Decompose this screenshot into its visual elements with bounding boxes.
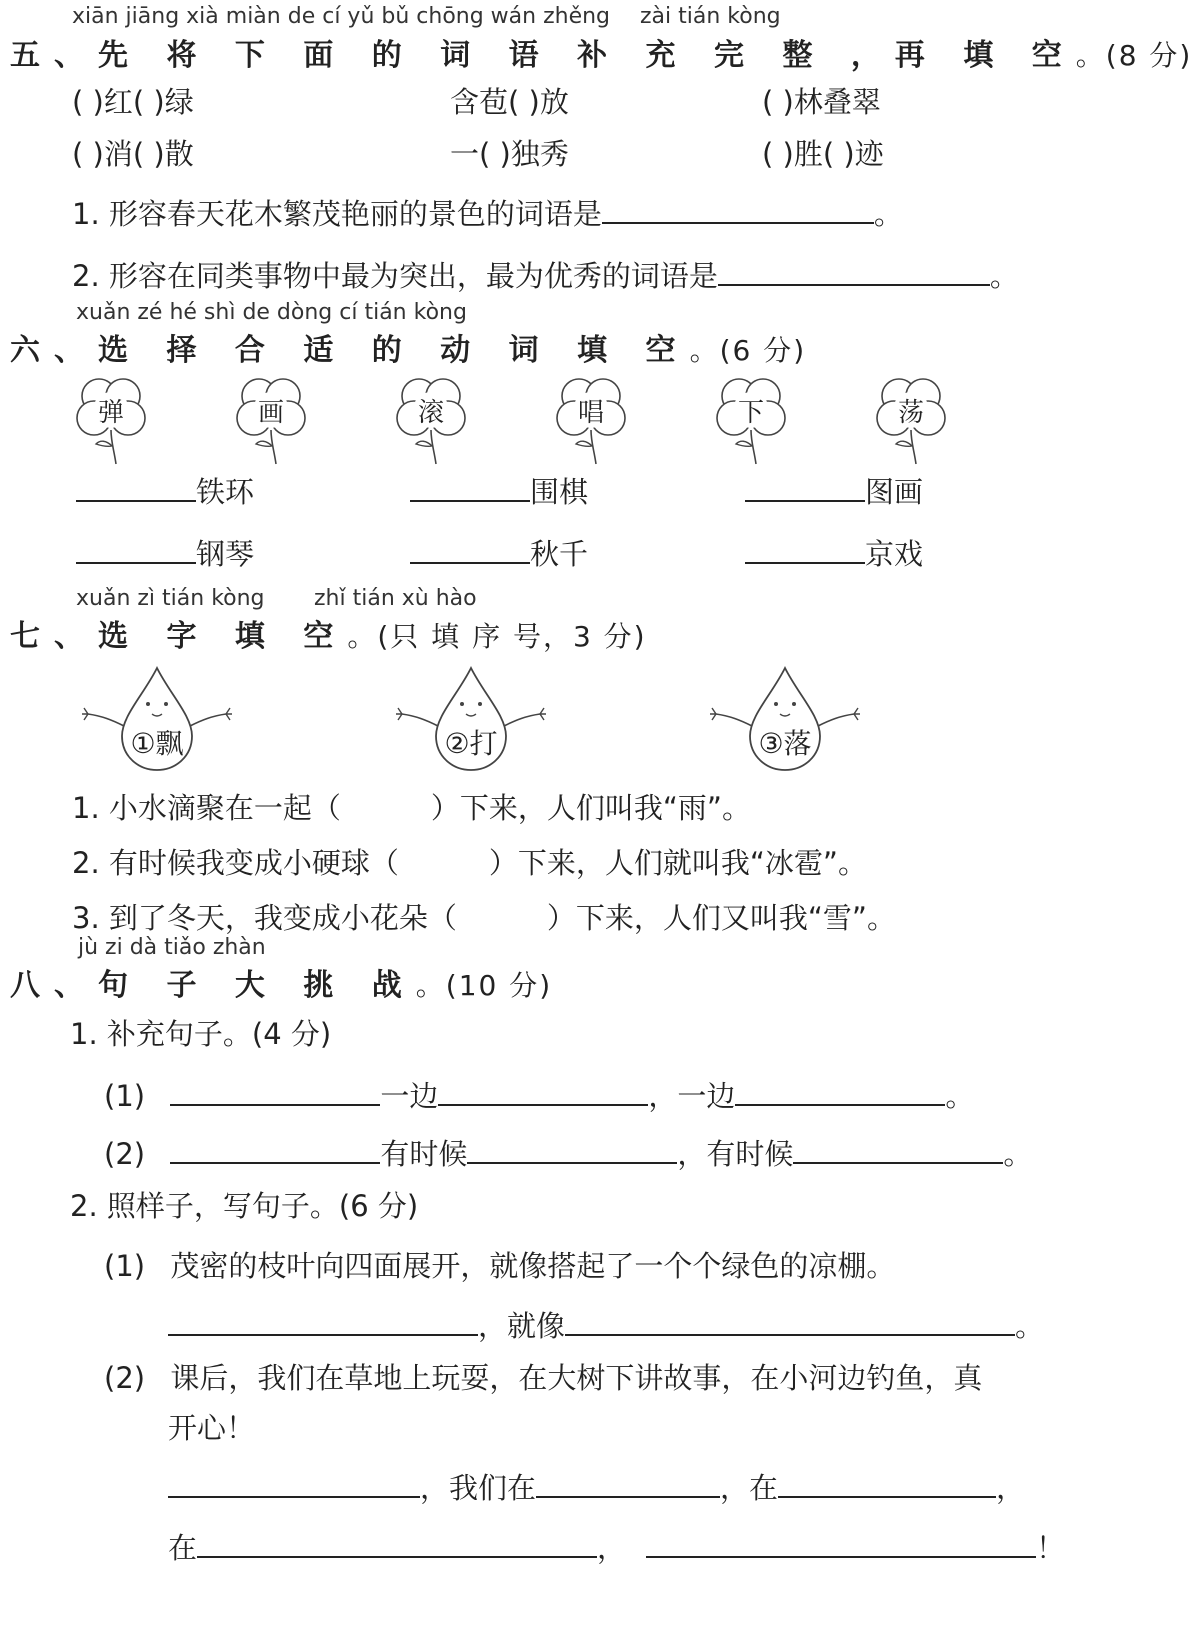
flower-verb: 唱 bbox=[577, 398, 604, 428]
drop-option: ①飘 bbox=[130, 727, 184, 760]
answer-blank[interactable] bbox=[793, 1134, 1003, 1164]
pinyin-sec7: xuǎn zì tián kòng bbox=[76, 586, 265, 611]
idiom-blank-3[interactable]: ( )林叠翠 bbox=[762, 85, 881, 119]
answer-blank[interactable] bbox=[778, 1468, 996, 1498]
answer-blank[interactable] bbox=[745, 472, 865, 502]
question-text: 3. 到了冬天，我变成小花朵（ bbox=[72, 901, 457, 935]
verb-flower bbox=[232, 374, 310, 466]
verb-flower bbox=[712, 374, 790, 466]
verb-flower bbox=[392, 374, 470, 466]
question-5-1 bbox=[72, 192, 903, 233]
verb-flower bbox=[552, 374, 630, 466]
question-text: 2. 有时候我变成小硬球（ bbox=[72, 846, 399, 880]
answer-blank[interactable] bbox=[565, 1306, 1015, 1336]
connector-text: 一边 bbox=[380, 1079, 439, 1113]
fill-object: 京戏 bbox=[865, 537, 924, 571]
pinyin-sec7-b: zhǐ tián xù hào bbox=[314, 586, 477, 611]
answer-8-2-2-line2 bbox=[168, 1526, 1065, 1567]
question-7-2 bbox=[72, 841, 867, 882]
section-title: 八、句 子 大 挑 战 bbox=[10, 968, 416, 1003]
answer-blank[interactable] bbox=[467, 1134, 677, 1164]
example-8-2-2 bbox=[104, 1356, 982, 1397]
answer-blank[interactable] bbox=[76, 534, 196, 564]
flower-verb: 下 bbox=[737, 398, 764, 428]
answer-blank[interactable] bbox=[745, 534, 865, 564]
fill-object: 围棋 bbox=[530, 475, 589, 509]
answer-blank[interactable] bbox=[76, 472, 196, 502]
verb-fill-1 bbox=[76, 470, 254, 511]
fill-object: 图画 bbox=[865, 475, 924, 509]
question-text: 1. 小水滴聚在一起（ bbox=[72, 791, 341, 825]
period: 。 bbox=[873, 197, 903, 231]
idiom-blank-4[interactable]: ( )消( )散 bbox=[72, 137, 194, 171]
answer-blank[interactable] bbox=[536, 1468, 720, 1498]
period: 。 bbox=[989, 259, 1019, 293]
verb-flower bbox=[872, 374, 950, 466]
answer-blank[interactable] bbox=[602, 194, 874, 224]
flower-verb: 滚 bbox=[417, 398, 444, 428]
verb-fill-5 bbox=[410, 532, 588, 573]
item-number: (2) bbox=[104, 1361, 146, 1395]
question-text: 2. 形容在同类事物中最为突出，最为优秀的词语是 bbox=[72, 259, 718, 293]
water-drop bbox=[396, 664, 546, 774]
section-5-heading bbox=[10, 30, 1192, 74]
verb-fill-4 bbox=[76, 532, 254, 573]
question-text: ）下来，人们就叫我“冰雹”。 bbox=[488, 846, 867, 880]
connector-text: ， bbox=[597, 1531, 627, 1565]
section-score: 。(只 填 序 号，3 分) bbox=[347, 620, 647, 653]
section-8-heading bbox=[10, 960, 552, 1004]
section-score: 。(8 分) bbox=[1075, 39, 1192, 72]
drop-option: ③落 bbox=[758, 727, 812, 760]
connector-text: ，就像 bbox=[478, 1309, 566, 1343]
section-score: 。(10 分) bbox=[415, 969, 553, 1002]
section-7-heading bbox=[10, 611, 647, 655]
connector-text: ，在 bbox=[720, 1471, 779, 1505]
pinyin-sec6: xuǎn zé hé shì de dòng cí tián kòng bbox=[76, 300, 467, 325]
example-8-2-1 bbox=[104, 1244, 895, 1285]
flower-verb: 画 bbox=[257, 398, 284, 428]
item-number: (1) bbox=[104, 1249, 146, 1283]
connector-text: 有时候 bbox=[380, 1137, 468, 1171]
period: 。 bbox=[1015, 1309, 1045, 1343]
water-drop bbox=[82, 664, 232, 774]
verb-fill-2 bbox=[410, 470, 588, 511]
answer-blank[interactable] bbox=[170, 1076, 380, 1106]
part-8-1-label: 1. 补充句子。(4 分) bbox=[70, 1017, 332, 1051]
question-5-2 bbox=[72, 254, 1019, 295]
answer-blank[interactable] bbox=[170, 1134, 380, 1164]
section-title: 六、选 择 合 适 的 动 词 填 空 bbox=[10, 333, 690, 368]
answer-blank[interactable] bbox=[718, 256, 990, 286]
pinyin-sec5-b: zài tián kòng bbox=[640, 4, 781, 29]
fill-object: 钢琴 bbox=[196, 537, 255, 571]
example-8-2-2-cont: 开心！ bbox=[168, 1411, 256, 1445]
question-text: 1. 形容春天花木繁茂艳丽的景色的词语是 bbox=[72, 197, 602, 231]
item-number: (2) bbox=[104, 1137, 146, 1171]
verb-fill-6 bbox=[745, 532, 923, 573]
period: 。 bbox=[1003, 1137, 1033, 1171]
water-drop bbox=[710, 664, 860, 774]
section-score: 。(6 分) bbox=[689, 334, 807, 367]
answer-blank[interactable] bbox=[735, 1076, 945, 1106]
connector-text: ，我们在 bbox=[420, 1471, 537, 1505]
answer-blank[interactable] bbox=[197, 1528, 597, 1558]
answer-blank[interactable] bbox=[410, 472, 530, 502]
answer-blank[interactable] bbox=[646, 1528, 1036, 1558]
answer-8-2-1 bbox=[168, 1304, 1044, 1345]
connector-text: ，有时候 bbox=[677, 1137, 794, 1171]
connector-text: ，一边 bbox=[648, 1079, 736, 1113]
pinyin-sec5: xiān jiāng xià miàn de cí yǔ bǔ chōng wán zhěng bbox=[72, 4, 611, 29]
part-8-2-label: 2. 照样子，写句子。(6 分) bbox=[70, 1189, 419, 1223]
connector-text: ， bbox=[996, 1471, 1026, 1505]
question-7-3 bbox=[72, 896, 896, 937]
answer-blank[interactable] bbox=[438, 1076, 648, 1106]
section-6-heading bbox=[10, 325, 806, 369]
drop-option: ②打 bbox=[444, 727, 498, 760]
sentence-8-1-2 bbox=[104, 1132, 1032, 1173]
verb-fill-3 bbox=[745, 470, 923, 511]
answer-8-2-2-line1 bbox=[168, 1466, 1025, 1507]
verb-flower bbox=[72, 374, 150, 466]
item-number: (1) bbox=[104, 1079, 146, 1113]
idiom-blank-2[interactable]: 含苞( )放 bbox=[450, 85, 569, 119]
answer-blank[interactable] bbox=[410, 534, 530, 564]
idiom-blank-6[interactable]: ( )胜( )迹 bbox=[762, 137, 884, 171]
period: 。 bbox=[945, 1079, 975, 1113]
fill-object: 铁环 bbox=[196, 475, 255, 509]
exclamation: ！ bbox=[1036, 1531, 1066, 1565]
flower-verb: 荡 bbox=[897, 398, 924, 428]
answer-blank[interactable] bbox=[168, 1306, 478, 1336]
question-text: ）下来，人们叫我“雨”。 bbox=[430, 791, 751, 825]
pinyin-sec8: jù zi dà tiǎo zhàn bbox=[78, 935, 266, 960]
section-title: 七、选 字 填 空 bbox=[10, 619, 348, 654]
idiom-blank-5[interactable]: 一( )独秀 bbox=[450, 137, 569, 171]
section-title: 五、先 将 下 面 的 词 语 补 充 完 整 ，再 填 空 bbox=[10, 38, 1076, 73]
fill-object: 秋千 bbox=[530, 537, 589, 571]
example-sentence: 茂密的枝叶向四面展开，就像搭起了一个个绿色的凉棚。 bbox=[170, 1249, 896, 1283]
connector-text: 在 bbox=[168, 1531, 198, 1565]
idiom-blank-1[interactable]: ( )红( )绿 bbox=[72, 85, 194, 119]
question-text: ）下来，人们又叫我“雪”。 bbox=[546, 901, 896, 935]
answer-blank[interactable] bbox=[168, 1468, 420, 1498]
question-7-1 bbox=[72, 786, 751, 827]
flower-verb: 弹 bbox=[97, 398, 124, 428]
example-sentence: 课后，我们在草地上玩耍，在大树下讲故事，在小河边钓鱼，真 bbox=[170, 1361, 983, 1395]
sentence-8-1-1 bbox=[104, 1074, 974, 1115]
